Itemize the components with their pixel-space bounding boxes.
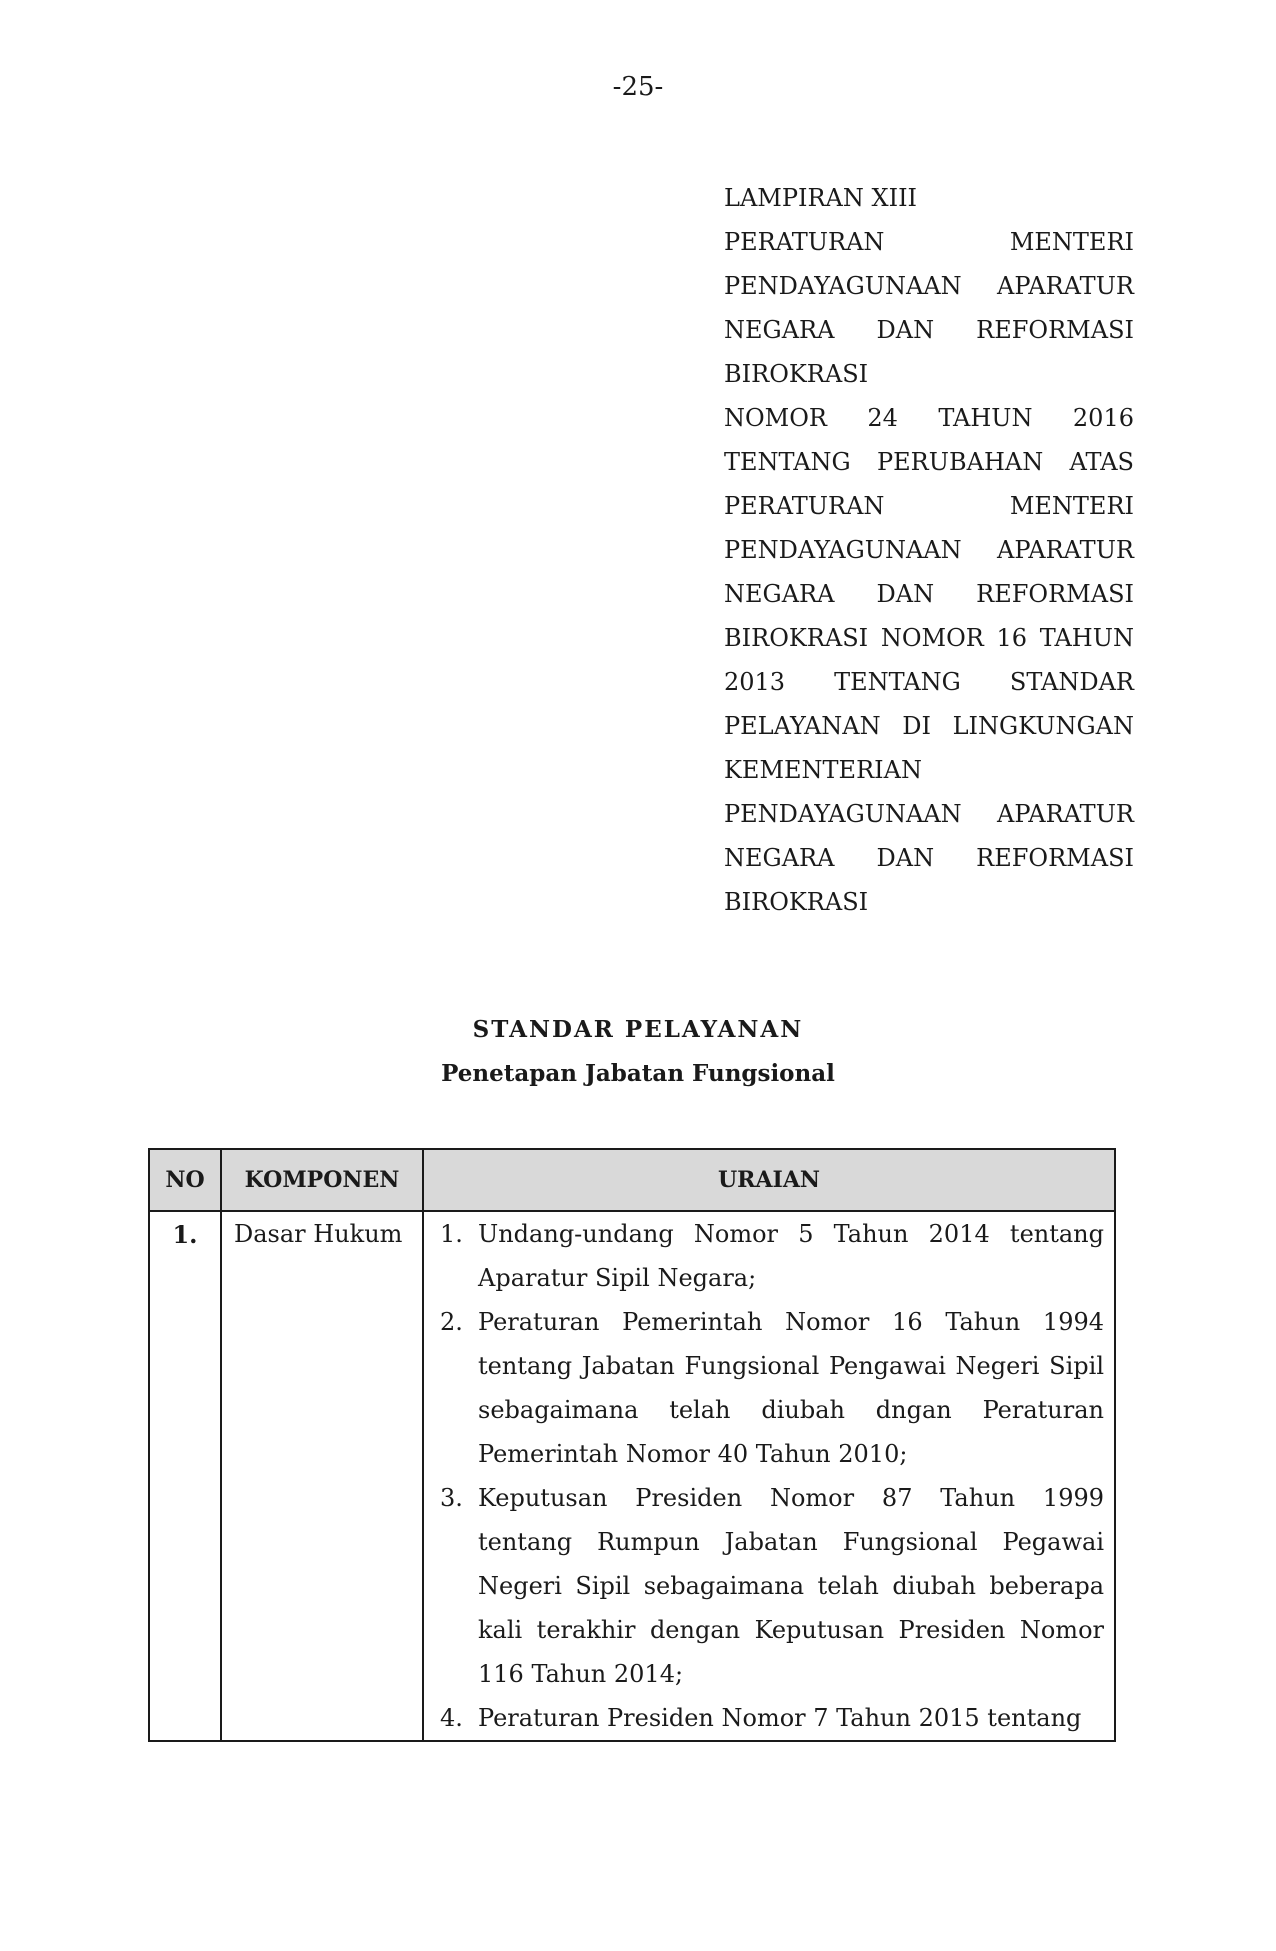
- item-number: 4.: [440, 1704, 463, 1732]
- lampiran-word: BIROKRASI: [724, 624, 869, 652]
- lampiran-word: DI: [902, 712, 931, 740]
- lampiran-line: [724, 660, 1134, 704]
- lampiran-line: [724, 440, 1134, 484]
- item-text: Keputusan Presiden Nomor 87 Tahun 1999 tentang Rumpun Jabatan Fungsional Pegawai Negeri Sipil sebagaimana telah diubah beberapa kali terakhir dengan Keputusan Presiden Nomor 116 Tahun 2014;: [478, 1484, 1104, 1688]
- komponen-label: Dasar Hukum: [234, 1220, 403, 1248]
- lampiran-word: MENTERI: [1009, 492, 1134, 520]
- lampiran-word: NEGARA: [724, 580, 835, 608]
- lampiran-word: NEGARA: [724, 316, 835, 344]
- lampiran-word: TAHUN: [1039, 624, 1134, 652]
- item-number: 2.: [440, 1308, 463, 1336]
- lampiran-line: [724, 704, 1134, 748]
- lampiran-line: [724, 836, 1134, 880]
- document-subtitle: Penetapan Jabatan Fungsional: [441, 1060, 835, 1087]
- lampiran-word: REFORMASI: [976, 580, 1134, 608]
- lampiran-line: [724, 308, 1134, 352]
- legal-basis-item: [434, 1212, 1104, 1300]
- table-header-row: [149, 1149, 1115, 1211]
- lampiran-word: PERATURAN: [724, 228, 885, 256]
- lampiran-line: [724, 176, 1134, 220]
- lampiran-line: [724, 748, 1134, 792]
- lampiran-word: PENDAYAGUNAAN: [724, 800, 962, 828]
- lampiran-word: 2016: [1072, 404, 1134, 432]
- legal-basis-item: [434, 1300, 1104, 1476]
- lampiran-word: PERATURAN: [724, 492, 885, 520]
- lampiran-word: PERUBAHAN: [877, 448, 1044, 476]
- lampiran-word: PELAYANAN: [724, 712, 881, 740]
- lampiran-line: [724, 352, 1134, 396]
- lampiran-word: DAN: [876, 580, 935, 608]
- lampiran-word: DAN: [876, 316, 935, 344]
- document-title: STANDAR PELAYANAN: [472, 1016, 804, 1043]
- lampiran-word: PENDAYAGUNAAN: [724, 272, 962, 300]
- item-number: 3.: [440, 1484, 463, 1512]
- lampiran-word: NEGARA: [724, 844, 835, 872]
- lampiran-word: NOMOR: [880, 624, 984, 652]
- lampiran-word: TENTANG: [724, 448, 851, 476]
- lampiran-word: TAHUN: [938, 404, 1033, 432]
- lampiran-word: REFORMASI: [976, 316, 1134, 344]
- row-komponen: [221, 1211, 423, 1741]
- lampiran-line: [724, 396, 1134, 440]
- lampiran-word: 16: [996, 624, 1028, 652]
- lampiran-line: [724, 572, 1134, 616]
- lampiran-word: ATAS: [1069, 448, 1134, 476]
- lampiran-word: KEMENTERIAN: [724, 756, 922, 784]
- lampiran-line: [724, 220, 1134, 264]
- header-uraian: URAIAN: [423, 1149, 1115, 1211]
- lampiran-word: 24: [867, 404, 898, 432]
- lampiran-word: TENTANG: [834, 668, 961, 696]
- item-text: Peraturan Presiden Nomor 7 Tahun 2015 tentang: [478, 1704, 1082, 1732]
- item-number: 1.: [440, 1220, 463, 1248]
- lampiran-word: LAMPIRAN XIII: [724, 184, 918, 212]
- lampiran-line: [724, 484, 1134, 528]
- lampiran-word: DAN: [876, 844, 935, 872]
- header-no: NO: [149, 1149, 221, 1211]
- lampiran-line: [724, 792, 1134, 836]
- lampiran-header: [724, 176, 1134, 924]
- standard-table: [148, 1148, 1116, 1742]
- table-row: [149, 1211, 1115, 1741]
- lampiran-line: [724, 880, 1134, 924]
- page-number: -25-: [612, 72, 664, 102]
- lampiran-word: NOMOR: [724, 404, 827, 432]
- item-text: Peraturan Pemerintah Nomor 16 Tahun 1994 tentang Jabatan Fungsional Pengawai Negeri Sipil sebagaimana telah diubah dngan Peraturan Pemerintah Nomor 40 Tahun 2010;: [478, 1308, 1104, 1468]
- lampiran-line: [724, 528, 1134, 572]
- legal-basis-item: [434, 1476, 1104, 1696]
- header-komponen: KOMPONEN: [221, 1149, 423, 1211]
- lampiran-word: BIROKRASI: [724, 360, 869, 388]
- lampiran-word: 2013: [724, 668, 786, 696]
- lampiran-word: APARATUR: [996, 536, 1134, 564]
- lampiran-word: STANDAR: [1009, 668, 1134, 696]
- lampiran-word: MENTERI: [1009, 228, 1134, 256]
- lampiran-word: APARATUR: [996, 800, 1134, 828]
- item-text: Undang-undang Nomor 5 Tahun 2014 tentang Aparatur Sipil Negara;: [478, 1220, 1104, 1292]
- lampiran-word: LINGKUNGAN: [952, 712, 1134, 740]
- lampiran-word: APARATUR: [996, 272, 1134, 300]
- lampiran-line: [724, 264, 1134, 308]
- legal-basis-item: [434, 1696, 1104, 1740]
- lampiran-word: PENDAYAGUNAAN: [724, 536, 962, 564]
- lampiran-word: REFORMASI: [976, 844, 1134, 872]
- lampiran-line: [724, 616, 1134, 660]
- row-uraian: [423, 1211, 1115, 1741]
- lampiran-word: BIROKRASI: [724, 888, 869, 916]
- row-number: 1.: [149, 1211, 221, 1741]
